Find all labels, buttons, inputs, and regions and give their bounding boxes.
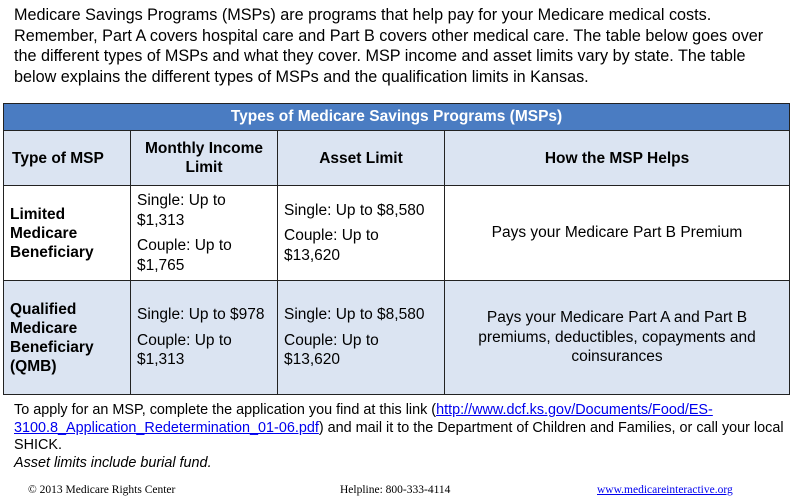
apply-text-after: ) and mail it to the Department of Children and Families, or call your local SHICK. [14, 419, 784, 454]
application-link[interactable]: http://www.dcf.ks.gov/Documents/Food/ES-3100.8_Application_Redetermination_01-06.pdf [14, 402, 713, 436]
header-help: How the MSP Helps [445, 131, 790, 186]
asset-single: Single: Up to $8,580 [284, 201, 425, 219]
income-couple: Couple: Up to $1,313 [137, 331, 232, 369]
website-link[interactable]: www.medicareinteractive.org [597, 484, 733, 496]
msp-name: Limited Medicare Beneficiary [4, 186, 131, 281]
msp-table [3, 103, 790, 395]
income-couple: Couple: Up to $1,765 [137, 237, 232, 274]
apply-text-before: To apply for an MSP, complete the application you find at this link ( [14, 402, 437, 418]
header-type: Type of MSP [4, 131, 131, 186]
income-limit-cell [131, 186, 278, 281]
income-single: Single: Up to $1,313 [137, 192, 226, 229]
msp-help: Pays your Medicare Part A and Part B premiums, deductibles, copayments and coinsurances [445, 281, 790, 395]
table-title: Types of Medicare Savings Programs (MSPs) [4, 104, 790, 131]
header-income: Monthly Income Limit [131, 131, 278, 186]
table-row [4, 281, 790, 395]
intro-paragraph: Medicare Savings Programs (MSPs) are programs that help pay for your Medicare medical costs. Remember, Part A covers hospital care and Part B covers other medical care. The table below goes over the different types of MSPs and what they cover. MSP income and asset limits vary by state. The table below explains the different types of MSPs and the qualification limits in Kansas. [14, 6, 764, 86]
footer-instructions [14, 402, 784, 472]
asset-limit-cell [278, 281, 445, 395]
page-footer [0, 484, 792, 498]
asset-couple: Couple: Up to $13,620 [284, 331, 379, 369]
table-row [4, 186, 790, 281]
income-limit-cell [131, 281, 278, 395]
helpline: Helpline: 800-333-4114 [340, 484, 451, 496]
msp-name: Qualified Medicare Beneficiary (QMB) [4, 281, 131, 395]
table-title-row [4, 104, 790, 131]
header-asset: Asset Limit [278, 131, 445, 186]
msp-help: Pays your Medicare Part B Premium [445, 186, 790, 281]
asset-note: Asset limits include burial fund. [14, 454, 212, 471]
table-header-row [4, 131, 790, 186]
asset-single: Single: Up to $8,580 [284, 306, 425, 324]
income-single: Single: Up to $978 [137, 306, 265, 324]
copyright: © 2013 Medicare Rights Center [28, 484, 176, 496]
asset-couple: Couple: Up to $13,620 [284, 227, 379, 264]
asset-limit-cell [278, 186, 445, 281]
